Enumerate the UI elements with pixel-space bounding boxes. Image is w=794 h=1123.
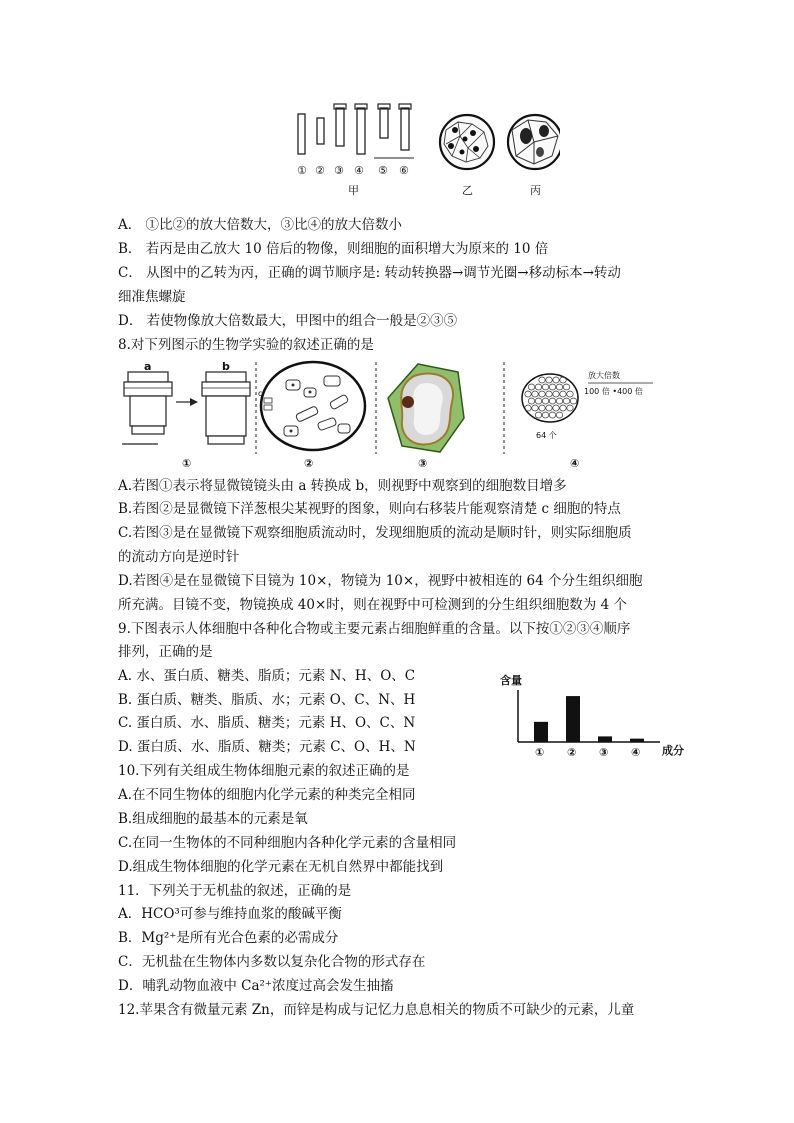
q7-figure bbox=[290, 100, 560, 198]
panel-number-3: ③ bbox=[418, 457, 428, 470]
q9-option-c: C. 蛋白质、水、脂质、糖类；元素 H、O、C、N bbox=[118, 715, 416, 731]
q10-option-b: B.组成细胞的最基本的元素是氧 bbox=[118, 811, 308, 827]
micrograph-yi bbox=[440, 115, 494, 169]
q9-option-d: D. 蛋白质、水、脂质、糖类；元素 C、O、H、N bbox=[118, 739, 416, 755]
lens-6 bbox=[399, 104, 411, 150]
q7-option-d: D． 若使物像放大倍数最大，甲图中的组合一般是②③⑤ bbox=[118, 313, 458, 329]
bar-3 bbox=[598, 736, 612, 742]
q11-option-d: D．哺乳动物血液中 Ca²⁺浓度过高会发生抽搐 bbox=[118, 978, 394, 994]
lens-label-b: b bbox=[222, 360, 230, 373]
lens-label-2: ② bbox=[315, 164, 325, 177]
q8-stem: 8.对下列图示的生物学实验的叙述正确的是 bbox=[118, 337, 374, 353]
q8-option-c-cont: 的流动方向是逆时针 bbox=[118, 549, 240, 565]
cell-count: 64 个 bbox=[536, 431, 557, 440]
bar-category-label-3: ③ bbox=[599, 746, 609, 759]
bar-2 bbox=[566, 696, 580, 742]
lens-1 bbox=[298, 114, 305, 154]
bar-4 bbox=[630, 739, 644, 742]
q10-option-d: D.组成生物体细胞的化学元素在无机自然界中都能找到 bbox=[118, 859, 444, 875]
q10-option-c: C.在同一生物体的不同种细胞内各种化学元素的含量相同 bbox=[118, 835, 457, 851]
q9-stem-cont: 排列，正确的是 bbox=[118, 644, 213, 660]
panel-number-2: ② bbox=[304, 457, 314, 470]
micrograph-bing bbox=[508, 115, 560, 169]
lens-label-6: ⑥ bbox=[399, 164, 409, 177]
q11-option-b: B．Mg²⁺是所有光合色素的必需成分 bbox=[118, 930, 339, 946]
lens-label-1: ① bbox=[297, 164, 307, 177]
objective-lens-a bbox=[124, 372, 172, 434]
q9-option-b: B. 蛋白质、糖类、脂质、水；元素 O、C、N、H bbox=[118, 692, 416, 708]
plant-cell bbox=[388, 364, 464, 452]
q8-option-b: B.若图②是显微镜下洋葱根尖某视野的图象，则向右移装片能观察清楚 c 细胞的特点 bbox=[118, 501, 621, 517]
group-yi-label: 乙 bbox=[462, 184, 473, 197]
chart-xlabel: 成分 bbox=[662, 744, 684, 757]
q7-option-b: B． 若丙是由乙放大 10 倍后的物像，则细胞的面积增大为原来的 10 倍 bbox=[118, 241, 549, 257]
q12-stem: 12.苹果含有微量元素 Zn，而锌是构成与记忆力息息相关的物质不可缺少的元素，儿童 bbox=[118, 1002, 635, 1018]
q10-option-a: A.在不同生物体的细胞内化学元素的种类完全相同 bbox=[118, 787, 416, 803]
bar-category-label-4: ④ bbox=[631, 746, 641, 759]
cell-label-c: c bbox=[258, 389, 263, 398]
bar-1 bbox=[534, 722, 548, 742]
lens-2 bbox=[317, 118, 324, 144]
lens-label-5: ⑤ bbox=[378, 164, 388, 177]
objective-lens-b bbox=[202, 372, 250, 444]
panel-number-1: ① bbox=[182, 457, 192, 470]
meristem-field bbox=[522, 374, 578, 422]
group-jia-label: 甲 bbox=[348, 184, 359, 197]
bar-category-label-1: ① bbox=[535, 746, 545, 759]
lens-5 bbox=[378, 104, 390, 138]
q7-option-c-cont: 细准焦螺旋 bbox=[118, 289, 186, 305]
q8-option-a: A.若图①表示将显微镜镜头由 a 转换成 b，则视野中观察到的细胞数目增多 bbox=[118, 478, 567, 494]
q9-bar-chart bbox=[490, 668, 700, 768]
lens-4 bbox=[355, 104, 367, 154]
bar-category-label-2: ② bbox=[567, 746, 577, 759]
q8-figure bbox=[118, 358, 678, 473]
lens-label-3: ③ bbox=[334, 164, 344, 177]
q10-stem: 10.下列有关组成生物体细胞元素的叙述正确的是 bbox=[118, 763, 410, 779]
q9-option-a: A. 水、蛋白质、糖类、脂质；元素 N、H、O、C bbox=[118, 668, 416, 684]
lens-3 bbox=[334, 104, 346, 146]
q8-option-d-cont: 所充满。目镜不变，物镜换成 40×时，则在视野中可检测到的分生组织细胞数为 4 个 bbox=[118, 597, 627, 613]
q7-option-c: C． 从图中的乙转为丙，正确的调节顺序是: 转动转换器→调节光圈→移动标本→转动 bbox=[118, 265, 621, 281]
q9-stem: 9.下图表示人体细胞中各种化合物或主要元素占细胞鲜重的含量。以下按①②③④顺序 bbox=[118, 621, 631, 637]
q8-option-d: D.若图④是在显微镜下目镜为 10×，物镜为 10×，视野中被相连的 64 个分生组织细胞 bbox=[118, 573, 643, 589]
chart-ylabel: 含量 bbox=[500, 674, 522, 687]
lens-label-4: ④ bbox=[354, 164, 364, 177]
mag-title: 放大倍数 bbox=[588, 371, 620, 380]
q11-stem: 11．下列关于无机盐的叙述，正确的是 bbox=[118, 883, 352, 899]
q8-option-c: C.若图③是在显微镜下观察细胞质流动时，发现细胞质的流动是顺时针，则实际细胞质 bbox=[118, 525, 632, 541]
q7-option-a: A． ①比②的放大倍数大，③比④的放大倍数小 bbox=[118, 217, 403, 233]
lens-label-a: a bbox=[144, 360, 152, 373]
panel-number-4: ④ bbox=[570, 457, 580, 470]
mag-values: 100 倍 •400 倍 bbox=[584, 387, 643, 396]
q11-option-c: C．无机盐在生物体内多数以复杂化合物的形式存在 bbox=[118, 954, 426, 970]
q11-option-a: A．HCO³可参与维持血浆的酸碱平衡 bbox=[118, 906, 342, 922]
group-bing-label: 丙 bbox=[530, 184, 541, 197]
root-tip-field bbox=[261, 362, 365, 450]
